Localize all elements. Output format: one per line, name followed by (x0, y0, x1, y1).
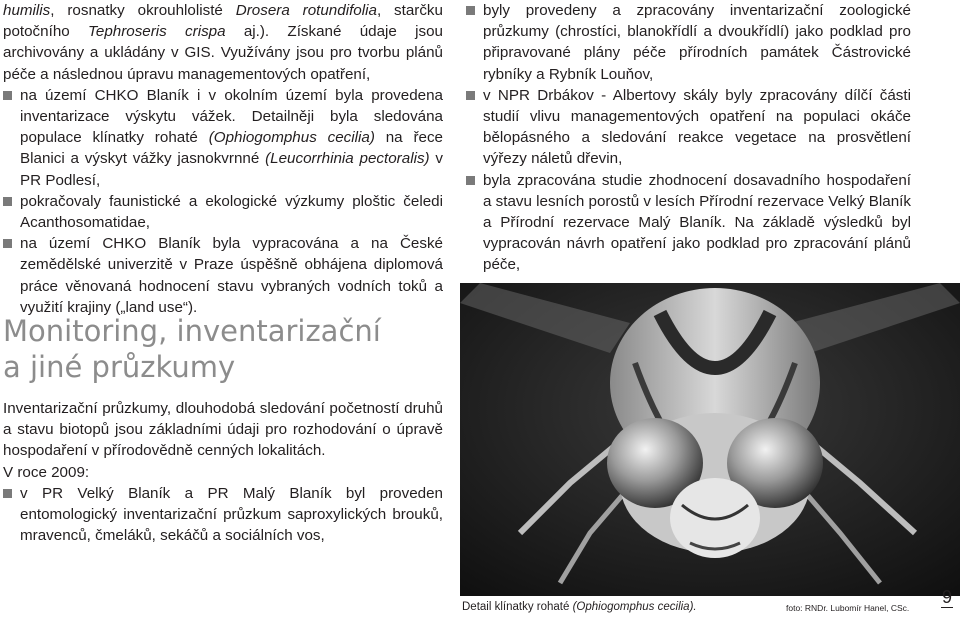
dragonfly-illustration (460, 283, 960, 596)
section-bullet-list (3, 483, 443, 547)
list-item: v PR Velký Blaník a PR Malý Blaník byl proveden entomologický inventarizační průzkum saproxylických brouků, mravenců, čmeláků, sekáčů a sociálních vos, (3, 483, 443, 547)
list-item: na území CHKO Blaník i v okolním území byla provedena inventarizace výskytu vážek. Detailněji byla sledována populace klínatky rohaté (Ophiogomphus cecilia) na řece Blanici a výskyt vážky jasnokvrnné (Leucorrhinia pectoralis) v PR Podlesí, (3, 85, 443, 191)
section-body (3, 398, 443, 546)
list-item: byla zpracována studie zhodnocení dosavadního hospodaření a stavu lesních porostů v lesích Přírodní rezervace Velký Blaník a Přírodní rezervace Malý Blaník. Na základě výsledků byl vypracován návrh opatření jako podklad pro zpracování plánů péče, (466, 170, 911, 276)
year-label: V roce 2009: (3, 463, 90, 481)
right-column (466, 0, 911, 276)
dragonfly-photo (460, 283, 960, 596)
section-heading: Monitoring, inventarizační a jiné průzkumy (3, 314, 381, 384)
photo-credit: foto: RNDr. Lubomír Hanel, CSc. (786, 603, 910, 613)
list-item: v NPR Drbákov - Albertovy skály byly zpracovány dílčí části studií vlivu managementových opatření na populaci okáče bělopásného a sledování reakce vegetace na prosvětlení výřezy náletů dřevin, (466, 85, 911, 170)
left-column (3, 0, 443, 318)
list-item: pokračovaly faunistické a ekologické výzkumy ploštic čeledi Acanthosomatidae, (3, 191, 443, 233)
left-bullet-list (3, 85, 443, 318)
page-number: 9 (942, 587, 953, 607)
section-intro: Inventarizační průzkumy, dlouhodobá sledování početností druhů a stavu biotopů jsou základními údaji pro rozhodování o úpravě hospodaření v přírodovědně cenných lokalitách. (3, 400, 443, 460)
list-item: byly provedeny a zpracovány inventarizační zoologické průzkumy (chrostíci, blanokřídlí a dvoukřídlí) jako podklad pro připravované plány péče přírodních památek Částrovické rybníky a Rybník Louňov, (466, 0, 911, 85)
list-item: na území CHKO Blaník byla vypracována a na České zemědělské univerzitě v Praze úspěšně obhájena diplomová práce věnovaná hodnocení stavu vybraných vodních toků a využití krajiny („land use“). (3, 233, 443, 318)
lead-paragraph: humilis, rosnatky okrouhlolisté Drosera rotundifolia, starčku potočního Tephroseris crispa aj.). Získané údaje jsou archivovány a ukládány v GIS. Využívány jsou pro tvorbu plánů péče a následnou úpravu managementových opatření, (3, 2, 443, 83)
right-bullet-list (466, 0, 911, 276)
photo-caption: Detail klínatky rohaté (Ophiogomphus cecilia). (462, 601, 697, 613)
